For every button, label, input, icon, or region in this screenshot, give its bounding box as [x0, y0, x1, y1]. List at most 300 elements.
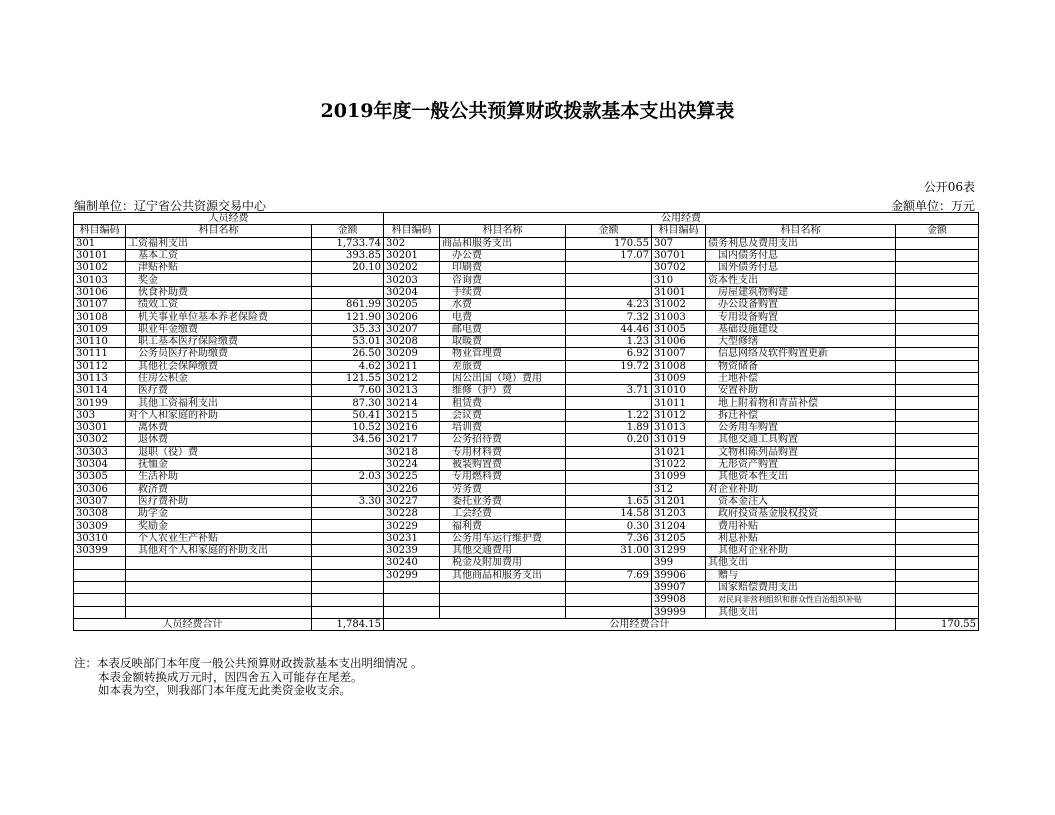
public-amount-cell [566, 286, 652, 298]
public-code-cell: 31021 [652, 446, 706, 458]
public-code-cell: 39907 [652, 581, 706, 593]
public-code-cell: 30225 [384, 471, 440, 483]
public-name-cell: 办公费 [440, 249, 566, 261]
public-name-cell: 其他交通工具购置 [706, 434, 896, 446]
personnel-code-cell: 303 [74, 409, 126, 421]
personnel-code-cell: 30307 [74, 495, 126, 507]
public-code-cell: 31204 [652, 520, 706, 532]
public-amount-cell [566, 262, 652, 274]
public-amount-cell [896, 483, 979, 495]
public-amount-cell [896, 545, 979, 557]
personnel-amount-cell [312, 508, 384, 520]
personnel-code-cell: 30106 [74, 286, 126, 298]
personnel-amount-cell [312, 569, 384, 581]
public-code-cell: 31013 [652, 422, 706, 434]
public-code-cell: 31011 [652, 397, 706, 409]
public-code-cell: 30213 [384, 385, 440, 397]
public-amount-cell [566, 471, 652, 483]
personnel-name-cell: 抚恤金 [126, 458, 312, 470]
personnel-amount-cell: 35.33 [312, 323, 384, 335]
public-amount-cell [896, 299, 979, 311]
public-name-cell: 政府投资基金股权投资 [706, 508, 896, 520]
table-row [74, 335, 979, 347]
public-code-cell: 30701 [652, 249, 706, 261]
public-name-cell: 电费 [440, 311, 566, 323]
public-amount-cell [566, 458, 652, 470]
public-code-cell: 31099 [652, 471, 706, 483]
footnote-line: 如本表为空，则我部门本年度无此类资金收支余。 [98, 683, 351, 697]
personnel-name-cell: 公务员医疗补助缴费 [126, 348, 312, 360]
public-amount-cell [896, 422, 979, 434]
public-code-cell: 31201 [652, 495, 706, 507]
personnel-amount-cell: 121.55 [312, 372, 384, 384]
table-row [74, 397, 979, 409]
blank-cell [312, 606, 384, 618]
footnote-line: 注：本表反映部门本年度一般公共预算财政拨款基本支出明细情况 。 [74, 656, 423, 670]
personnel-amount-cell: 50.41 [312, 409, 384, 421]
table-row [74, 581, 979, 593]
public-amount-cell [896, 274, 979, 286]
personnel-group-header: 人员经费 [74, 213, 384, 225]
public-name-cell: 大型修缮 [706, 335, 896, 347]
personnel-amount-cell: 393.85 [312, 249, 384, 261]
public-code-cell [384, 594, 440, 606]
table-row [74, 348, 979, 360]
public-name-cell: 咨询费 [440, 274, 566, 286]
public-amount-cell: 1.22 [566, 409, 652, 421]
personnel-name-cell: 其他工资福利支出 [126, 397, 312, 409]
public-amount-cell [896, 237, 979, 249]
public-amount-cell: 7.32 [566, 311, 652, 323]
public-code-cell: 312 [652, 483, 706, 495]
public-code-cell: 31205 [652, 532, 706, 544]
personnel-name-cell: 职业年金缴费 [126, 323, 312, 335]
public-amount-cell [896, 249, 979, 261]
public-name-cell: 专用燃料费 [440, 471, 566, 483]
public-amount-cell [896, 262, 979, 274]
public-amount-cell [566, 483, 652, 495]
form-number: 公开06表 [923, 180, 975, 194]
personnel-code-cell: 30110 [74, 335, 126, 347]
public-name-cell: 委托业务费 [440, 495, 566, 507]
public-code-cell: 31003 [652, 311, 706, 323]
personnel-code-cell: 30103 [74, 274, 126, 286]
personnel-amount-cell: 3.30 [312, 495, 384, 507]
col-header-code: 科目编码 [384, 225, 440, 237]
public-amount-cell: 6.92 [566, 348, 652, 360]
table-row [74, 422, 979, 434]
public-name-cell: 水费 [440, 299, 566, 311]
page-title: 2019年度一般公共预算财政拨款基本支出决算表 [320, 100, 735, 122]
public-name-cell: 资本金注入 [706, 495, 896, 507]
public-code-cell: 30205 [384, 299, 440, 311]
table-row [74, 606, 979, 618]
public-group-header: 公用经费 [384, 213, 979, 225]
table-row [74, 508, 979, 520]
public-name-cell [440, 581, 566, 593]
public-name-cell: 债务利息及费用支出 [706, 237, 896, 249]
public-code-cell: 31005 [652, 323, 706, 335]
personnel-amount-cell: 121.90 [312, 311, 384, 323]
col-header-name: 科目名称 [126, 225, 312, 237]
public-name-cell: 手续费 [440, 286, 566, 298]
public-code-cell: 30202 [384, 262, 440, 274]
personnel-code-cell: 30302 [74, 434, 126, 446]
public-code-cell: 31010 [652, 385, 706, 397]
public-name-cell: 劳务费 [440, 483, 566, 495]
public-name-cell: 税金及附加费用 [440, 557, 566, 569]
public-name-cell: 对企业补助 [706, 483, 896, 495]
table-row [74, 458, 979, 470]
personnel-amount-cell [312, 483, 384, 495]
personnel-name-cell [126, 569, 312, 581]
personnel-code-cell: 30101 [74, 249, 126, 261]
personnel-name-cell: 基本工资 [126, 249, 312, 261]
personnel-name-cell: 工资福利支出 [126, 237, 312, 249]
public-amount-cell [566, 594, 652, 606]
personnel-name-cell: 退休费 [126, 434, 312, 446]
public-code-cell: 30204 [384, 286, 440, 298]
public-amount-cell [896, 348, 979, 360]
personnel-name-cell: 其他社会保障缴费 [126, 360, 312, 372]
col-header-code: 科目编码 [652, 225, 706, 237]
public-code-cell: 31008 [652, 360, 706, 372]
personnel-amount-cell [312, 274, 384, 286]
public-amount-cell [896, 446, 979, 458]
table-row [74, 323, 979, 335]
public-code-cell: 30215 [384, 409, 440, 421]
public-name-cell: 工会经费 [440, 508, 566, 520]
public-code-cell: 307 [652, 237, 706, 249]
personnel-name-cell: 生活补助 [126, 471, 312, 483]
public-code-cell: 31019 [652, 434, 706, 446]
public-name-cell: 基础设施建设 [706, 323, 896, 335]
public-amount-cell [896, 385, 979, 397]
personnel-code-cell: 30304 [74, 458, 126, 470]
table-row [74, 360, 979, 372]
public-amount-cell: 14.58 [566, 508, 652, 520]
personnel-code-cell: 30303 [74, 446, 126, 458]
personnel-code-cell: 30306 [74, 483, 126, 495]
expenditure-table [73, 212, 979, 631]
public-amount-cell: 170.55 [566, 237, 652, 249]
personnel-code-cell: 30301 [74, 422, 126, 434]
public-name-cell: 其他资本性支出 [706, 471, 896, 483]
personnel-code-cell: 30109 [74, 323, 126, 335]
personnel-amount-cell: 34.56 [312, 434, 384, 446]
personnel-code-cell: 301 [74, 237, 126, 249]
personnel-amount-cell: 53.01 [312, 335, 384, 347]
public-amount-cell [896, 520, 979, 532]
public-code-cell: 30201 [384, 249, 440, 261]
personnel-name-cell: 助学金 [126, 508, 312, 520]
public-code-cell: 39906 [652, 569, 706, 581]
public-name-cell: 物资储备 [706, 360, 896, 372]
personnel-amount-cell: 1,733.74 [312, 237, 384, 249]
personnel-code-cell: 30111 [74, 348, 126, 360]
public-amount-cell [566, 274, 652, 286]
personnel-amount-cell [312, 532, 384, 544]
personnel-amount-cell: 2.03 [312, 471, 384, 483]
personnel-code-cell [74, 557, 126, 569]
public-code-cell: 302 [384, 237, 440, 249]
public-amount-cell: 1.23 [566, 335, 652, 347]
public-name-cell: 其他支出 [706, 606, 896, 618]
public-name-cell: 对民间非营利组织和群众性自治组织补贴 [706, 594, 896, 606]
table-row [74, 299, 979, 311]
public-code-cell: 31006 [652, 335, 706, 347]
public-amount-cell: 3.71 [566, 385, 652, 397]
table-row [74, 594, 979, 606]
table-row [74, 274, 979, 286]
table-row [74, 385, 979, 397]
public-amount-cell [896, 323, 979, 335]
personnel-name-cell: 伙食补助费 [126, 286, 312, 298]
public-amount-cell [896, 409, 979, 421]
personnel-code-cell: 30102 [74, 262, 126, 274]
personnel-name-cell: 离休费 [126, 422, 312, 434]
personnel-amount-cell [312, 458, 384, 470]
public-name-cell: 商品和服务支出 [440, 237, 566, 249]
public-code-cell: 30203 [384, 274, 440, 286]
public-amount-cell [896, 557, 979, 569]
personnel-amount-cell: 861.99 [312, 299, 384, 311]
public-amount-cell: 1.89 [566, 422, 652, 434]
public-amount-cell [896, 335, 979, 347]
table-row [74, 483, 979, 495]
public-name-cell: 地上附着物和青苗补偿 [706, 397, 896, 409]
public-code-cell: 30239 [384, 545, 440, 557]
public-amount-cell [896, 397, 979, 409]
personnel-code-cell: 30309 [74, 520, 126, 532]
personnel-code-cell: 30310 [74, 532, 126, 544]
public-name-cell: 物业管理费 [440, 348, 566, 360]
public-code-cell: 39908 [652, 594, 706, 606]
public-amount-cell [566, 557, 652, 569]
public-name-cell: 其他支出 [706, 557, 896, 569]
public-code-cell: 31002 [652, 299, 706, 311]
table-row [74, 434, 979, 446]
public-name-cell: 文物和陈列品购置 [706, 446, 896, 458]
personnel-amount-cell [312, 581, 384, 593]
public-code-cell: 30212 [384, 372, 440, 384]
public-name-cell: 资本性支出 [706, 274, 896, 286]
table-row [74, 237, 979, 249]
public-amount-cell [896, 471, 979, 483]
public-total-label: 公用经费合计 [384, 618, 896, 630]
public-name-cell: 专用设备购置 [706, 311, 896, 323]
personnel-code-cell: 30107 [74, 299, 126, 311]
public-name-cell: 国外债务付息 [706, 262, 896, 274]
personnel-name-cell: 医疗费补助 [126, 495, 312, 507]
personnel-name-cell: 机关事业单位基本养老保险费 [126, 311, 312, 323]
blank-cell [384, 606, 440, 618]
public-name-cell: 拆迁补偿 [706, 409, 896, 421]
public-code-cell: 399 [652, 557, 706, 569]
amount-unit: 金额单位：万元 [890, 199, 975, 213]
public-amount-cell: 0.30 [566, 520, 652, 532]
public-code-cell: 30209 [384, 348, 440, 360]
public-code-cell: 31007 [652, 348, 706, 360]
personnel-code-cell: 30305 [74, 471, 126, 483]
personnel-code-cell [74, 569, 126, 581]
public-name-cell: 差旅费 [440, 360, 566, 372]
personnel-code-cell: 30114 [74, 385, 126, 397]
public-code-cell: 30227 [384, 495, 440, 507]
public-name-cell: 公务用车购置 [706, 422, 896, 434]
table-row [74, 262, 979, 274]
public-amount-cell: 17.07 [566, 249, 652, 261]
public-name-cell: 公务招待费 [440, 434, 566, 446]
public-amount-cell: 7.36 [566, 532, 652, 544]
personnel-code-cell: 30399 [74, 545, 126, 557]
blank-cell [440, 606, 566, 618]
public-name-cell: 无形资产购置 [706, 458, 896, 470]
public-name-cell: 国家赔偿费用支出 [706, 581, 896, 593]
public-amount-cell: 0.20 [566, 434, 652, 446]
public-code-cell: 30299 [384, 569, 440, 581]
personnel-code-cell: 30113 [74, 372, 126, 384]
public-amount-cell [896, 311, 979, 323]
personnel-amount-cell [312, 286, 384, 298]
personnel-amount-cell: 26.50 [312, 348, 384, 360]
personnel-name-cell: 住房公积金 [126, 372, 312, 384]
public-amount-cell [566, 372, 652, 384]
table-row [74, 545, 979, 557]
personnel-amount-cell [312, 520, 384, 532]
blank-cell [126, 606, 312, 618]
personnel-code-cell [74, 594, 126, 606]
public-name-cell: 其他交通费用 [440, 545, 566, 557]
public-amount-cell [566, 581, 652, 593]
personnel-name-cell: 其他对个人和家庭的补助支出 [126, 545, 312, 557]
public-code-cell: 31009 [652, 372, 706, 384]
public-name-cell: 费用补贴 [706, 520, 896, 532]
public-code-cell: 30240 [384, 557, 440, 569]
public-amount-cell: 44.46 [566, 323, 652, 335]
public-name-cell: 安置补助 [706, 385, 896, 397]
personnel-code-cell: 30308 [74, 508, 126, 520]
public-code-cell: 30214 [384, 397, 440, 409]
public-name-cell: 被装购置费 [440, 458, 566, 470]
personnel-code-cell: 30112 [74, 360, 126, 372]
public-name-cell: 因公出国（境）费用 [440, 372, 566, 384]
public-amount-cell [896, 495, 979, 507]
public-name-cell: 邮电费 [440, 323, 566, 335]
public-code-cell: 30216 [384, 422, 440, 434]
personnel-code-cell: 30199 [74, 397, 126, 409]
footnote-line: 本表金额转换成万元时，因四舍五入可能存在尾差。 [98, 669, 363, 684]
personnel-code-cell [74, 581, 126, 593]
personnel-name-cell: 医疗费 [126, 385, 312, 397]
public-code-cell: 30208 [384, 335, 440, 347]
personnel-amount-cell: 7.60 [312, 385, 384, 397]
public-amount-cell [896, 372, 979, 384]
group-header-row [74, 213, 979, 225]
public-amount-cell [896, 581, 979, 593]
personnel-name-cell: 绩效工资 [126, 299, 312, 311]
totals-row [74, 618, 979, 630]
public-code-cell: 30206 [384, 311, 440, 323]
personnel-code-cell: 30108 [74, 311, 126, 323]
personnel-amount-cell [312, 545, 384, 557]
public-amount-cell [896, 508, 979, 520]
public-name-cell: 公务用车运行维护费 [440, 532, 566, 544]
public-amount-cell [896, 286, 979, 298]
public-code-cell: 30217 [384, 434, 440, 446]
blank-cell [566, 606, 652, 618]
public-code-cell: 31203 [652, 508, 706, 520]
public-total-amount: 170.55 [896, 618, 979, 630]
public-name-cell: 赠与 [706, 569, 896, 581]
public-name-cell: 土地补偿 [706, 372, 896, 384]
personnel-name-cell [126, 594, 312, 606]
public-name-cell: 其他对企业补助 [706, 545, 896, 557]
personnel-amount-cell [312, 594, 384, 606]
col-header-name: 科目名称 [440, 225, 566, 237]
public-code-cell: 39999 [652, 606, 706, 618]
personnel-amount-cell: 87.30 [312, 397, 384, 409]
personnel-name-cell: 救济费 [126, 483, 312, 495]
public-code-cell: 30207 [384, 323, 440, 335]
public-amount-cell [896, 594, 979, 606]
public-code-cell: 31022 [652, 458, 706, 470]
public-amount-cell: 1.65 [566, 495, 652, 507]
personnel-name-cell: 退职（役）费 [126, 446, 312, 458]
table-row [74, 471, 979, 483]
public-code-cell: 30211 [384, 360, 440, 372]
table-row [74, 495, 979, 507]
public-name-cell: 会议费 [440, 409, 566, 421]
public-code-cell: 30702 [652, 262, 706, 274]
public-code-cell: 30231 [384, 532, 440, 544]
public-code-cell: 30218 [384, 446, 440, 458]
public-code-cell: 30229 [384, 520, 440, 532]
table-row [74, 569, 979, 581]
public-amount-cell: 7.69 [566, 569, 652, 581]
public-name-cell: 办公设备购置 [706, 299, 896, 311]
table-row [74, 286, 979, 298]
personnel-amount-cell [312, 557, 384, 569]
public-amount-cell: 19.72 [566, 360, 652, 372]
public-code-cell: 30228 [384, 508, 440, 520]
public-code-cell [384, 581, 440, 593]
col-header-amount: 金额 [896, 225, 979, 237]
personnel-name-cell [126, 557, 312, 569]
public-name-cell: 租赁费 [440, 397, 566, 409]
col-header-name: 科目名称 [706, 225, 896, 237]
personnel-name-cell: 职工基本医疗保险缴费 [126, 335, 312, 347]
public-name-cell: 信息网络及软件购置更新 [706, 348, 896, 360]
public-name-cell: 印刷费 [440, 262, 566, 274]
public-name-cell: 专用材料费 [440, 446, 566, 458]
public-name-cell: 福利费 [440, 520, 566, 532]
public-code-cell: 31012 [652, 409, 706, 421]
table-row [74, 532, 979, 544]
personnel-name-cell: 津贴补贴 [126, 262, 312, 274]
public-amount-cell: 4.23 [566, 299, 652, 311]
personnel-name-cell: 奖励金 [126, 520, 312, 532]
column-header-row [74, 225, 979, 237]
personnel-name-cell: 奖金 [126, 274, 312, 286]
compiling-unit: 编制单位：辽宁省公共资源交易中心 [74, 199, 267, 213]
table-row [74, 446, 979, 458]
public-name-cell: 维修（护）费 [440, 385, 566, 397]
public-name-cell: 房屋建筑物购建 [706, 286, 896, 298]
public-amount-cell [896, 606, 979, 618]
public-code-cell: 30226 [384, 483, 440, 495]
public-name-cell [440, 594, 566, 606]
